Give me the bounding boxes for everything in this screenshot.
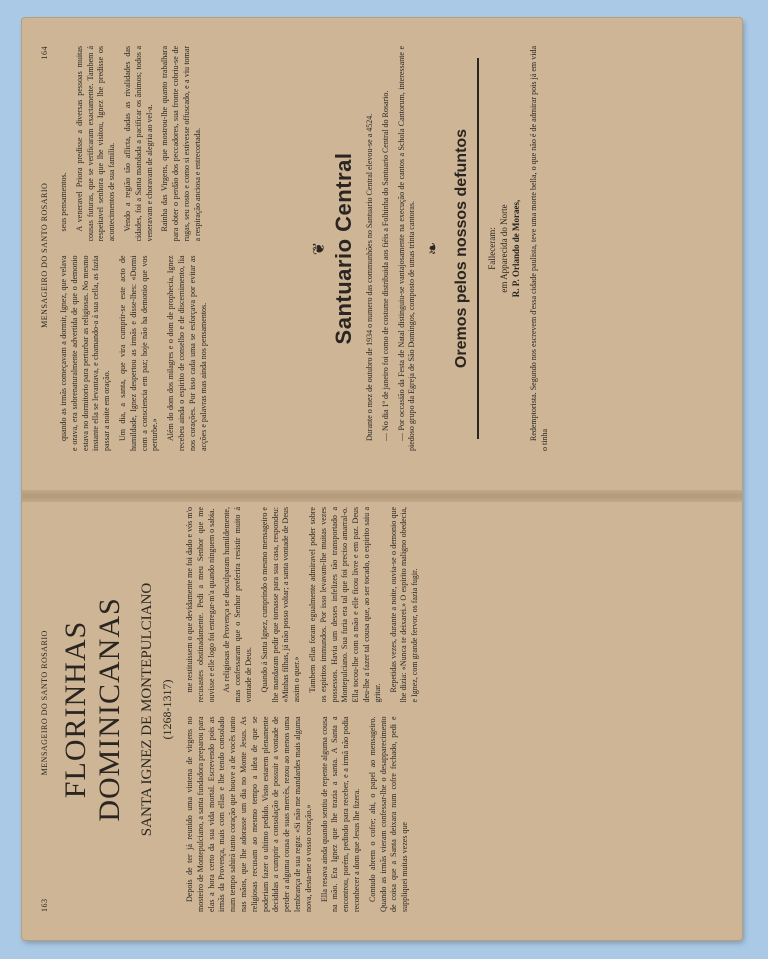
paragraph: Redemptorista. Segundo nos escrevem d'essa cidade paulista, teve uma morte bella, o que não é de admirar pois já em vida o tinha — [529, 46, 549, 451]
paragraph: Ella resava ainda quando sentiu de repente alguma cousa na mão. Era Ignez que lhe trazia a santa. A Santa a encontrou, porém, pedindo para receber, e a irmã não podia reconhecer a dom que Jesus lhe fizera. — [319, 716, 361, 912]
paragraph: Repetidas vezes, durante a noite, ouvia-se o demonio que lhe dizia: «Nunca te deixarei.» O espirito maligno obedecia, e Ignez, com grande fervor, os fazia fugir. — [388, 507, 420, 703]
paragraph: Vendo a região tão aflicta, dadas as rivalidades das cidades, foi a Santa mandada a pacificar os ânimos; todos a veneravam e choravam de alegria ao vel-a. — [122, 46, 154, 242]
running-head-text-left: MENSAGEIRO DO SANTO ROSARIO — [40, 630, 49, 776]
obituary-name: R. P. Orlando de Moraes, — [511, 199, 522, 298]
paragraph: Além do dom dos milagres e o dom de prophecia, Ignez recebeu ainda o espirito de conselho e de discernimento, lia nos corações. Por isso cada uma se esforçava por evitar as acções e palavras mas ainda nos pensamentos. — [166, 255, 208, 451]
paragraph: Um dia, a santa, que vira cumprir-se este acto de humildade, Ignez despertou as irmãs e disse-lhes: «Dormi com a consciencia em paz; hoje não ha demonio que vos perturbe.» — [117, 255, 160, 451]
flourish-ornament: ❦ — [309, 241, 328, 256]
flourish-ornament: ❧ — [423, 241, 443, 256]
heading-rule — [477, 58, 479, 439]
article-subtitle: SANTA IGNEZ DE MONTEPULCIANO — [139, 582, 155, 837]
running-head-left — [40, 507, 49, 912]
santuario-text — [365, 46, 423, 451]
article-dates: (1268-1317) — [160, 679, 174, 740]
magazine-spread — [22, 18, 742, 940]
paragraph: Depois de ter já reunido uma vintena de virgens no mosteiro de Montepulciano, a santa fundadora preparou para elas a hora certo da sua vida mortal. Escrevendo pois as irmãs da Provença, mais com ellas e lhe tendo consolado num tempo sahirá tanto coração que houve a de vocês tanto nas mãos, que lhe adorasse um dia no Monte Jesus. As religiosas recusam ao mesmo tempo a idea de que se poderiam fazer o ultimo pedido. Visto estarem plenamente decididas a cumprir a consolação de possuir a vontade de perder a alguma cousa de suas mercês, rezou ao menos uma lembrança de sua regra: «Si não me mandardes mais alguma nova, desta-me o vosso coração.» — [185, 716, 313, 912]
paragraph: As religiosas de Provença se desculparam humildemente, mas confessaram que o Senhor preferira resistir muito á vontade de Deus. — [222, 507, 253, 703]
section-title-defuntos: Oremos pelos nossos defuntos — [453, 128, 471, 369]
page-number-right: 164 — [40, 46, 49, 60]
paragraph: — Por occasião da Festa de Natal distinguiu-se vantajosamente na execução de cantos a Schola Cantorum, interessante e piedoso grupo da Egreja de São Domingos, composto de umas trinta cantoras. — [396, 46, 417, 451]
paragraph: Durante o mez de outubro de 1934 o numero das communhões no Santuario Central elevou-se a 4524. — [365, 113, 374, 441]
paragraph: Contudo abrem o cofre; ahi, o papel ao mensageiro. Quando as irmãs vieram confessar-lhe o desapparecimento de coisa que a Santa deixara num cofre fechado, pedi e suppliquei muitas vezes que — [367, 716, 410, 912]
paragraph: Rainha das Virgens, que mostrou-lhe quanto trabalhara para obter o perdão dos peccadores, sua fronte cobriu-se de rugas, seu rosto e como si estivesse offuscado, e a viu tomar a respiração anciosa e entrecortada. — [160, 46, 202, 242]
article-column-2 — [185, 507, 742, 703]
paragraph: Tambem ellas foram egualmente admiravel poder sobre os espiritos immundos. Por isso levavam-lhe muitas vezes possessos. Havia um desses infelizes tão transportado a Montepulciano. Sua furia era tal que foi preciso amarral-o. Ella tocou-lhe com a mão e elle ficou livre e em paz. Deus deu-lhe a fazer tal cousa que, ao ser tocado, o espirito saiu a gritar. — [307, 507, 382, 703]
continued-column-2 — [59, 46, 309, 242]
continued-columns — [59, 46, 309, 451]
section-title-santuario: Santuario Central — [331, 152, 356, 345]
paragraph: seus pensamentos. — [59, 172, 68, 232]
page-number-left: 163 — [40, 898, 49, 912]
article-column-1 — [185, 717, 742, 913]
article-title: FLORINHAS DOMINICANAS — [59, 597, 126, 822]
running-head-text-right: MENSAGEIRO DO SANTO ROSARIO — [40, 182, 49, 328]
running-head-right — [40, 46, 49, 451]
obituary-place: em Apparecida do Norte — [499, 204, 510, 293]
obituary-intro: Falleceram: — [487, 227, 498, 270]
continued-column-1 — [59, 256, 309, 452]
obituary-text-block — [529, 46, 556, 451]
paragraph: quando as irmãs começavam a dormir, Ignez, que velava e orava, era sobrenaturalmente advertida de que o demonio estava no dormitorio para perturbar as religiosas. No mesmo instante ella se levantava, e chamando-a á sua cella, as fazia passar a noite em oração. — [59, 255, 112, 451]
paragraph: Quando á Santa Ignez, cumprindo o mesmo mensageiro e lhe mandaram pedir que tornasse para sua casa, respondeu: «Minhas filhas, já não posso voltar; a santa vontade de Deus assim o quer.» — [259, 507, 302, 703]
article-columns — [185, 507, 742, 912]
paragraph: me restituissem o que devidamente me foi dado e vós m'o recusastes obstinadamente. Pedi a meu Senhor que me ouvisse e elle logo foi entregar-m'a quando ninguem o sabia. — [185, 507, 216, 703]
paragraph: A veneravel Priora predisse a diversas pessoas muitas cousas futuras, que se verificaram exactamente. Tambem á respeitavel senhora que lhe visitou, Ignez lhe predisse os acontecimentos de sua familia. — [74, 46, 117, 242]
paragraph: — No dia 1º de janeiro foi como de costume distribuida aos fiéis a Folhinha do Santuario Central do Rosario. — [380, 90, 390, 441]
page-163 — [22, 479, 742, 940]
page-164 — [22, 18, 742, 479]
rotated-spread-content — [22, 18, 742, 940]
